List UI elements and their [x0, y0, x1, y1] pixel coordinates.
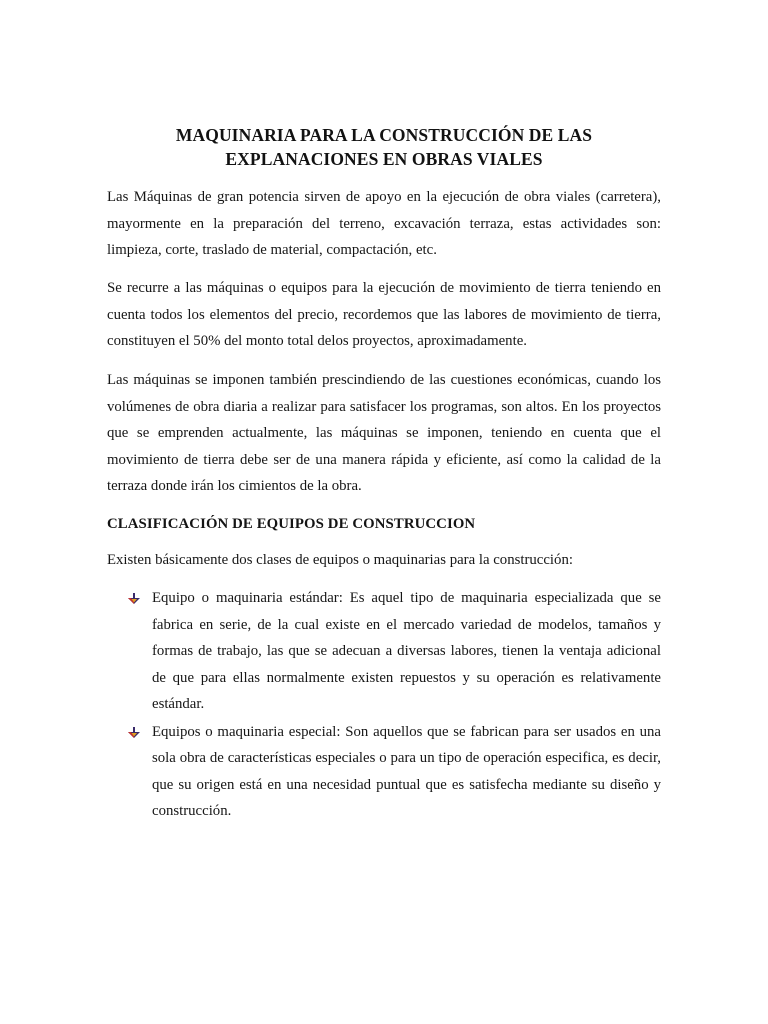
- title-line-2: EXPLANACIONES EN OBRAS VIALES: [225, 149, 543, 169]
- paragraph-2: Se recurre a las máquinas o equipos para la ejecución de movimiento de tierra teniendo en cuenta todos los elementos del precio, recordemos que las labores de movimiento de tierra, constituyen el 50% del monto total delos proyectos, aproximadamente.: [107, 280, 661, 349]
- bullet-text-2: Equipos o maquinaria especial: Son aquellos que se fabrican para ser usados en una sola obra de características especiales o para un tipo de operación especifica, es decir, que su origen está en una necesidad puntual que es satisfecha mediante su diseño y construcción.: [152, 723, 661, 819]
- bullet-text-1: Equipo o maquinaria estándar: Es aquel tipo de maquinaria especializada que se fabrica en serie, de la cual existe en el mercado variedad de modelos, tamaños y formas de trabajo, las que se adecuan a diversas labores, tienen la ventaja adicional de que para ellas normalmente existen repuestos y su operación es relativamente estándar.: [152, 590, 661, 712]
- list-item: [127, 719, 661, 825]
- title-line-1: MAQUINARIA PARA LA CONSTRUCCIÓN DE LAS: [175, 125, 593, 145]
- paragraph-1: Las Máquinas de gran potencia sirven de apoyo en la ejecución de obra viales (carretera), mayormente en la preparación del terreno, excavación terraza, estas actividades son: limpieza, corte, traslado de material, compactación, etc.: [107, 189, 661, 258]
- arrow-down-bullet-icon: [127, 727, 141, 739]
- bullet-list: [127, 585, 661, 826]
- list-item: [127, 585, 661, 718]
- paragraph-3: Las máquinas se imponen también prescindiendo de las cuestiones económicas, cuando los volúmenes de obra diaria a realizar para satisfacer los programas, son altos. En los proyectos que se emprenden actualmente, las máquinas se imponen, teniendo en cuenta que el movimiento de tierra debe ser de una manera rápida y eficiente, así como la calidad de la terraza donde irán los cimientos de la obra.: [107, 372, 661, 494]
- section-heading: CLASIFICACIÓN DE EQUIPOS DE CONSTRUCCION: [107, 516, 476, 532]
- document-title: [107, 123, 661, 171]
- arrow-down-bullet-icon: [127, 593, 141, 605]
- intro-paragraph: Existen básicamente dos clases de equipos o maquinarias para la construcción:: [107, 552, 573, 568]
